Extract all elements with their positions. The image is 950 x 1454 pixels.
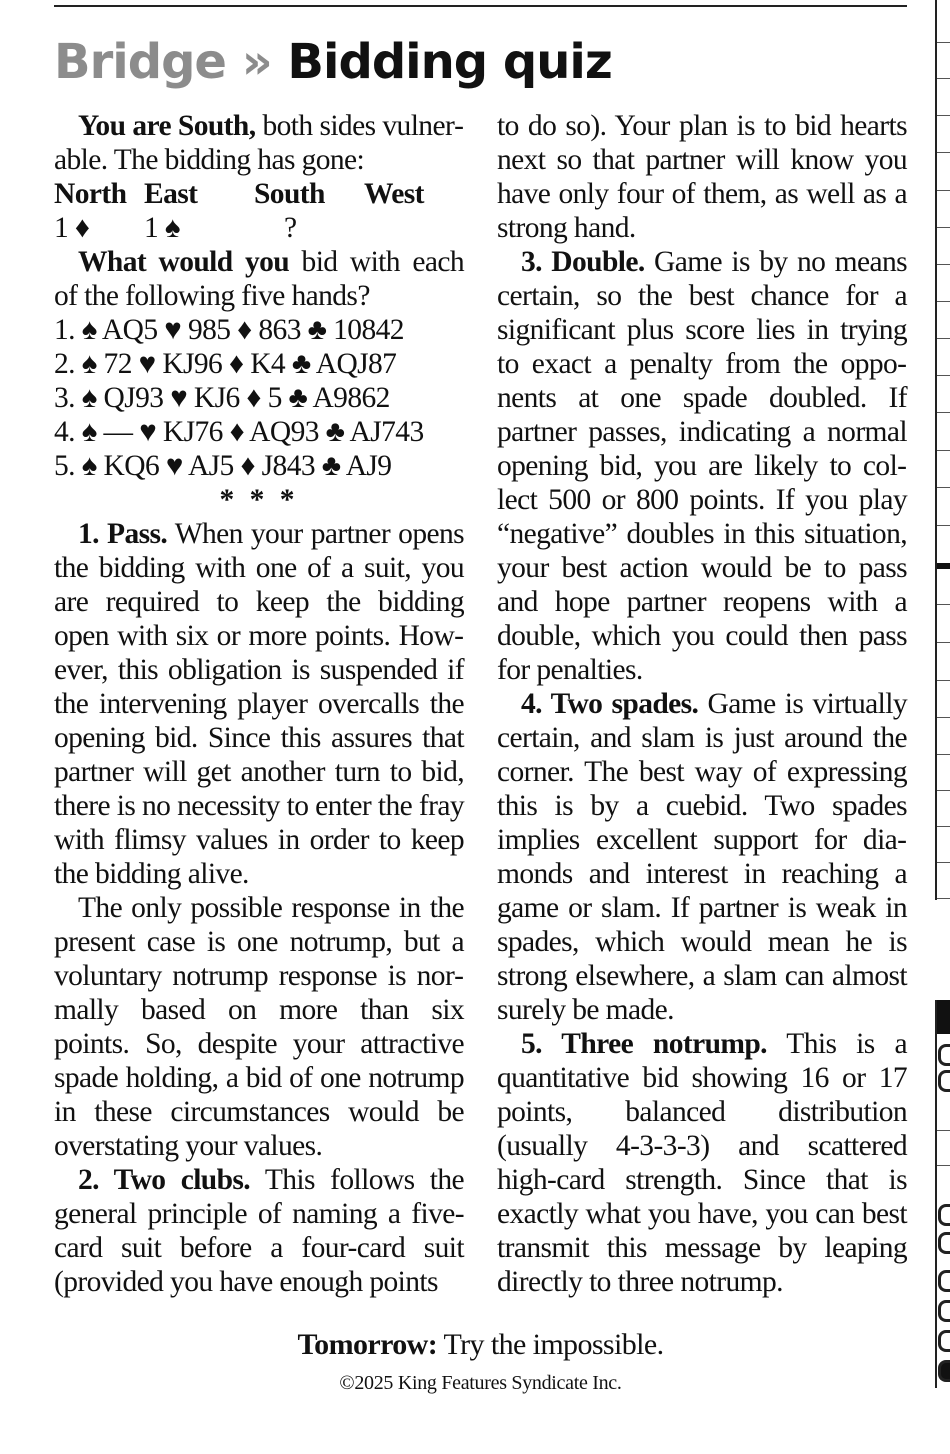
answer-text: This is a quantitative bid showing 16 or 17 points, balanced distribution (usually 4-3-3-3) and scattered high-card strength. Since that is exactly what you have, you can best transmit this message by leaping directly to three notrump. <box>497 1028 908 1298</box>
answer-text: Game is virtually certain, and slam is just around the corner. The best way of expressing this is by a cuebid. Two spades implies excellent support for diamonds and interest in reaching a game or slam. If partner is weak in spades, which would mean he is strong elsewhere, a slam can almost surely be made. <box>497 688 907 1026</box>
bid-east: 1 ♠ <box>144 212 180 244</box>
bidding-header-north: North <box>54 178 127 210</box>
bidding-header-west: West <box>364 178 424 210</box>
bidding-table <box>54 177 464 245</box>
answer-2-continued: to do so). Your plan is to bid hearts next so that partner will know you have only four of them, as well as a strong hand. <box>497 110 907 244</box>
adjacent-glyph <box>938 1300 950 1322</box>
headline <box>54 30 612 94</box>
intro-lead: You are South, <box>78 110 256 142</box>
adjacent-glyph <box>938 1330 950 1352</box>
adjacent-rule <box>937 375 950 376</box>
bidding-header-south: South <box>254 178 325 210</box>
answer-3 <box>497 245 907 687</box>
adjacent-rule <box>937 680 950 681</box>
adjacent-rule <box>937 190 950 191</box>
adjacent-rule <box>937 1130 950 1131</box>
adjacent-rule <box>937 717 950 718</box>
adjacent-rule <box>937 862 950 863</box>
adjacent-rule <box>937 412 950 413</box>
section-separator: * * * <box>219 484 299 516</box>
answer-lead: 5. Three notrump. <box>521 1028 767 1060</box>
top-rule <box>54 5 907 7</box>
adjacent-glyph <box>938 1270 950 1292</box>
adjacent-column-border-lower <box>935 1000 937 1388</box>
tomorrow-lead: Tomorrow: <box>297 1328 438 1361</box>
headline-title: Bidding quiz <box>287 34 612 90</box>
adjacent-glyph <box>938 1204 950 1226</box>
hand-4: 4. ♠ — ♥ KJ76 ♦ AQ93 ♣ AJ743 <box>54 416 424 448</box>
adjacent-rule <box>937 301 950 302</box>
answer-2-start: 2. Two clubs. This follows the general principle of naming a five-card suit before a four-card suit (provided you have enough points <box>54 1164 464 1298</box>
adjacent-rule <box>937 42 950 43</box>
answer-lead: 1. Pass. <box>78 518 168 550</box>
hand-5: 5. ♠ KQ6 ♥ AJ5 ♦ J843 ♣ AJ9 <box>54 450 392 482</box>
hand-3: 3. ♠ QJ93 ♥ KJ6 ♦ 5 ♣ A9862 <box>54 382 390 414</box>
adjacent-rule <box>937 227 950 228</box>
bidding-header-east: East <box>144 178 198 210</box>
bid-south: ? <box>284 212 297 244</box>
answer-4 <box>497 687 907 1027</box>
adjacent-rule <box>937 790 950 791</box>
article-column-left <box>54 109 464 1299</box>
intro-text: both sides vulnerable. The bidding has gone: <box>54 110 464 176</box>
adjacent-rule <box>937 487 950 488</box>
adjacent-glyph <box>938 1360 950 1382</box>
headline-kicker: Bridge » <box>54 34 272 90</box>
answer-lead: 2. Two clubs. <box>78 1164 251 1196</box>
adjacent-rule <box>937 642 950 643</box>
adjacent-rule <box>937 78 950 79</box>
adjacent-rule <box>937 450 950 451</box>
answer-text: The only possible response in the present case is one notrump, but a voluntary notrump response is normally based on more than six points. So, despite your attractive spade holding, a bid of one notrump in these circumstances would be overstating your values. <box>54 892 464 1162</box>
answer-lead: 4. Two spades. <box>521 688 699 720</box>
answer-text: Game is by no means certain, so the best chance for a significant plus score lies in trying to exact a penalty from the opponents at one spade doubled. If partner passes, indicating a normal opening bid, you are likely to collect 500 or 800 points. If you play “negative” doubles in this situation, your best action would be to pass and hope partner reopens with a double, which you could then pass for penalties. <box>497 246 907 686</box>
adjacent-rule <box>937 898 950 899</box>
answer-5 <box>497 1027 907 1299</box>
question-paragraph <box>54 245 464 313</box>
adjacent-rule <box>937 1165 950 1166</box>
answer-1 <box>54 517 464 891</box>
answer-text: When your partner opens the bidding with one of a suit, you are required to keep the bidding open with six or more points. However, this obligation is suspended if the intervening player overcalls the opening bid. Since this assures that partner will get another turn to bid, there is no necessity to enter the fray with flimsy values in order to keep the bidding alive. <box>54 518 464 890</box>
bid-west <box>364 211 464 245</box>
hand-2: 2. ♠ 72 ♥ KJ96 ♦ K4 ♣ AQJ87 <box>54 348 397 380</box>
adjacent-rule <box>937 826 950 827</box>
adjacent-header-block <box>937 1000 950 1034</box>
adjacent-rule <box>937 264 950 265</box>
question-lead: What would you <box>78 246 290 278</box>
bid-north: 1 ♦ <box>54 212 90 244</box>
adjacent-rule <box>937 525 950 526</box>
adjacent-rule <box>937 754 950 755</box>
adjacent-rule <box>937 338 950 339</box>
adjacent-glyph <box>938 1044 950 1066</box>
tomorrow-teaser <box>54 1328 907 1362</box>
adjacent-glyph <box>938 1232 950 1254</box>
adjacent-rule <box>937 115 950 116</box>
intro-paragraph <box>54 109 464 177</box>
question-text: bid with each of the following five hands? <box>54 246 464 312</box>
article-column-right <box>497 109 907 1299</box>
adjacent-rule-bold <box>937 563 950 569</box>
tomorrow-text: Try the impossible. <box>437 1328 664 1361</box>
hand-1: 1. ♠ AQ5 ♥ 985 ♦ 863 ♣ 10842 <box>54 314 404 346</box>
adjacent-rule <box>937 604 950 605</box>
answer-lead: 3. Double. <box>521 246 645 278</box>
adjacent-rule <box>937 152 950 153</box>
copyright: ©2025 King Features Syndicate Inc. <box>339 1372 622 1394</box>
answer-1-continued <box>54 891 464 1163</box>
adjacent-glyph <box>938 1070 950 1092</box>
